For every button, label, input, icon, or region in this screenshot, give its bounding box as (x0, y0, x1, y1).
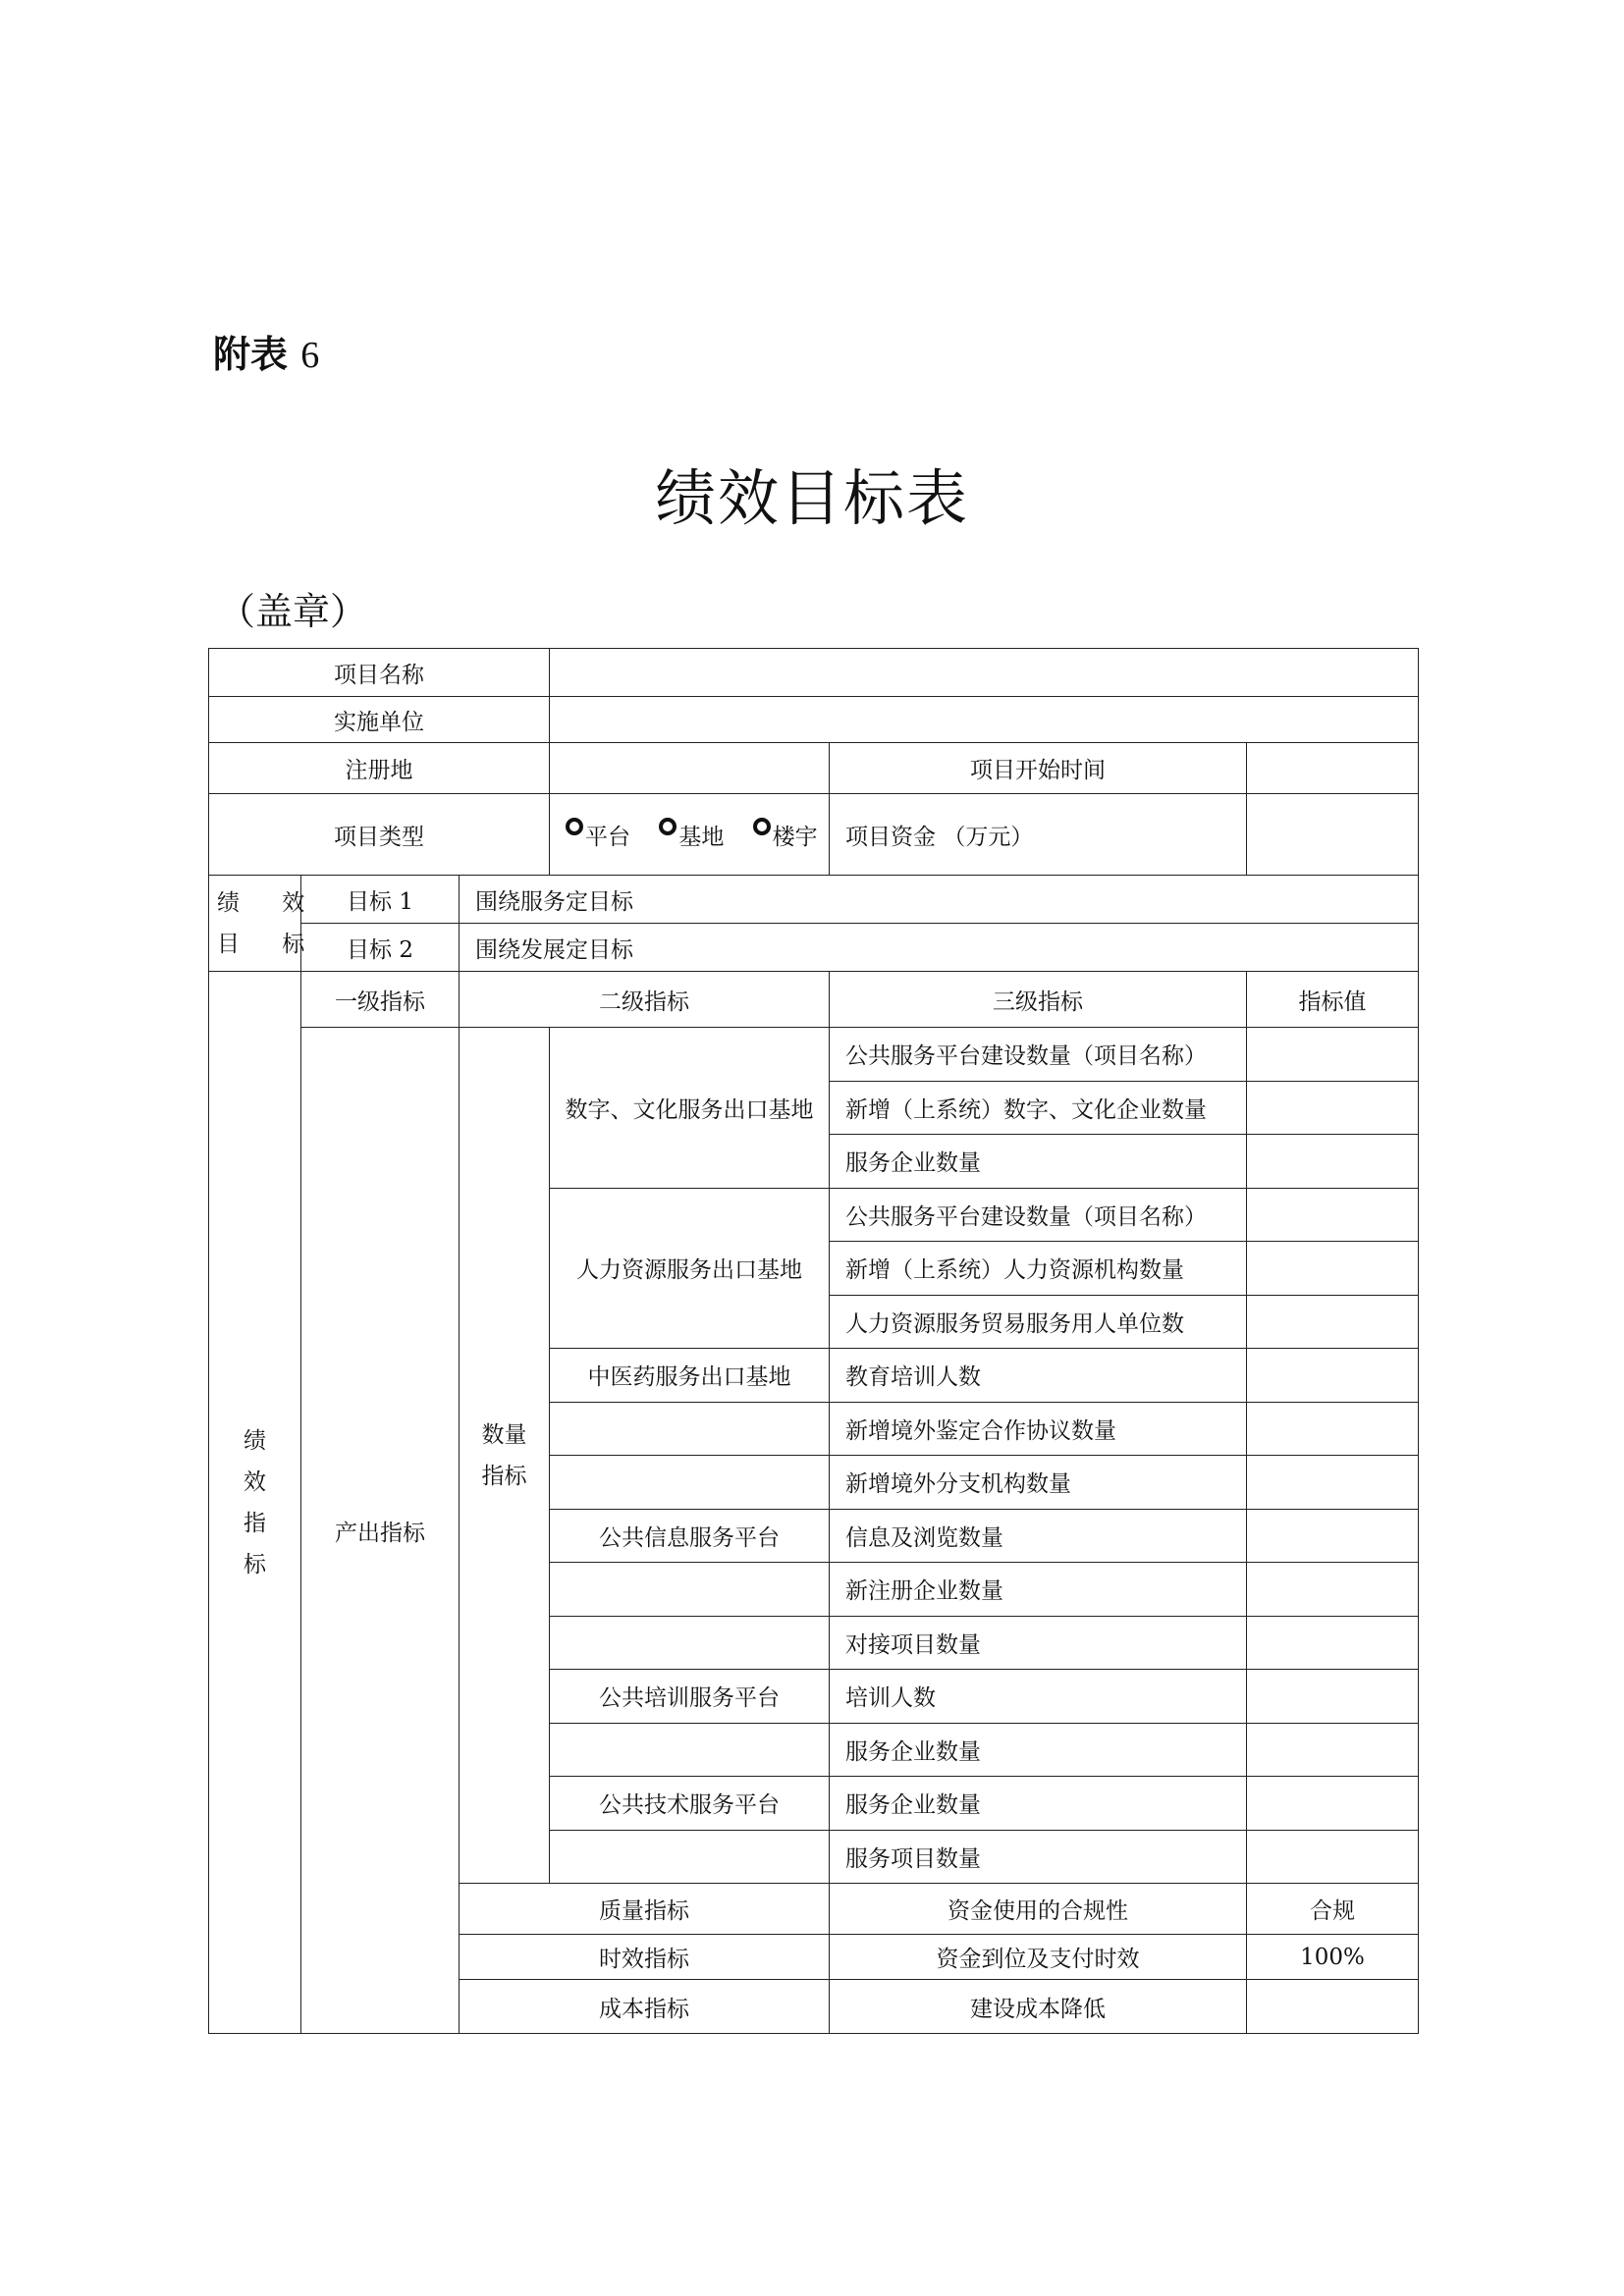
unit-row (209, 697, 1419, 743)
indicator-value-field[interactable] (1247, 1402, 1419, 1456)
indicator-value-field[interactable] (1247, 1830, 1419, 1884)
level3-item: 公共服务平台建设数量（项目名称） (830, 1188, 1247, 1242)
level3-item: 新增（上系统）数字、文化企业数量 (830, 1081, 1247, 1135)
level2-label: 时效指标 (460, 1935, 830, 1980)
header-level1: 一级指标 (301, 972, 460, 1028)
level2-group-name (550, 1830, 830, 1884)
project-type-label: 项目类型 (209, 794, 550, 876)
indicator-value-field[interactable] (1247, 1188, 1419, 1242)
level3-item: 服务企业数量 (830, 1723, 1247, 1777)
level3-item: 新增（上系统）人力资源机构数量 (830, 1242, 1247, 1296)
level2-group-name: 数字、文化服务出口基地 (550, 1028, 830, 1189)
type-option-base[interactable]: 基地 (659, 818, 724, 851)
indicator-value-field[interactable] (1247, 1723, 1419, 1777)
page-title: 绩效目标表 (654, 462, 969, 534)
level3-item: 新增境外分支机构数量 (830, 1456, 1247, 1510)
level3-item: 对接项目数量 (830, 1616, 1247, 1670)
level2-group-name (550, 1456, 830, 1510)
indicator-value-field[interactable] (1247, 1081, 1419, 1135)
indicator-value-field[interactable] (1247, 1242, 1419, 1296)
annex-label (213, 324, 319, 378)
goal-row (209, 876, 1419, 924)
level3-item: 教育培训人数 (830, 1349, 1247, 1403)
level2-group-name: 公共信息服务平台 (550, 1509, 830, 1563)
level2-label: 质量指标 (460, 1884, 830, 1935)
level3-item: 信息及浏览数量 (830, 1509, 1247, 1563)
radio-icon (753, 818, 771, 835)
type-option-building[interactable]: 楼宇 (753, 818, 818, 851)
goal-row (209, 924, 1419, 972)
project-type-options (550, 794, 830, 876)
type-option-platform[interactable]: 平台 (566, 818, 630, 851)
start-time-field[interactable] (1247, 743, 1419, 794)
header-level3: 三级指标 (830, 972, 1247, 1028)
seal-note: （盖章） (218, 590, 368, 633)
level3-item: 新增境外鉴定合作协议数量 (830, 1402, 1247, 1456)
level3-item: 服务企业数量 (830, 1135, 1247, 1189)
level1-label: 产出指标 (301, 1028, 460, 2034)
level2-group-name: 公共培训服务平台 (550, 1670, 830, 1724)
radio-icon (659, 818, 677, 835)
goal-label: 目标 2 (301, 924, 460, 972)
header-value: 指标值 (1247, 972, 1419, 1028)
indicator-value[interactable]: 合规 (1247, 1884, 1419, 1935)
registration-field[interactable] (550, 743, 830, 794)
indicator-value-field[interactable] (1247, 1456, 1419, 1510)
level3-item: 公共服务平台建设数量（项目名称） (830, 1028, 1247, 1082)
indicator-value-field[interactable] (1247, 1670, 1419, 1724)
level2-group-name: 中医药服务出口基地 (550, 1349, 830, 1403)
level3-label: 建设成本降低 (830, 1980, 1247, 2034)
goal-label: 目标 1 (301, 876, 460, 924)
indicator-value-field[interactable] (1247, 1028, 1419, 1082)
level2-group-name: 公共技术服务平台 (550, 1777, 830, 1831)
indicator-value[interactable]: 100% (1247, 1935, 1419, 1980)
start-time-label: 项目开始时间 (830, 743, 1247, 794)
project-name-field[interactable] (550, 649, 1419, 697)
indicator-header-row (209, 972, 1419, 1028)
level2-group-name (550, 1723, 830, 1777)
level2-group-name (550, 1563, 830, 1617)
goal-text: 围绕服务定目标 (460, 876, 1419, 924)
quantity-label: 数量 指标 (460, 1028, 550, 1884)
fund-label: 项目资金 （万元） (830, 794, 1247, 876)
indicator-value-field[interactable] (1247, 1295, 1419, 1349)
indicator-value-field[interactable] (1247, 1616, 1419, 1670)
annex-label-text: 附表 (213, 333, 289, 376)
annex-number: 6 (300, 335, 320, 376)
goal-text: 围绕发展定目标 (460, 924, 1419, 972)
indicator-value-field[interactable] (1247, 1509, 1419, 1563)
indicator-value-field[interactable] (1247, 1135, 1419, 1189)
indicator-value-field[interactable] (1247, 1563, 1419, 1617)
level2-group-name (550, 1402, 830, 1456)
unit-label: 实施单位 (209, 697, 550, 743)
level2-group-name (550, 1616, 830, 1670)
level3-item: 服务项目数量 (830, 1830, 1247, 1884)
goals-section-label: 绩 效 目 标 (209, 876, 301, 972)
indicator-value[interactable] (1247, 1980, 1419, 2034)
project-name-label: 项目名称 (209, 649, 550, 697)
indicator-value-field[interactable] (1247, 1777, 1419, 1831)
registration-row (209, 743, 1419, 794)
level2-group-name: 人力资源服务出口基地 (550, 1188, 830, 1349)
project-name-row (209, 649, 1419, 697)
indicator-row (209, 1028, 1419, 1082)
indicators-section-label: 绩 效 指 标 (209, 972, 301, 2034)
header-level2: 二级指标 (460, 972, 830, 1028)
level3-item: 人力资源服务贸易服务用人单位数 (830, 1295, 1247, 1349)
fund-field[interactable] (1247, 794, 1419, 876)
indicator-value-field[interactable] (1247, 1349, 1419, 1403)
radio-icon (566, 818, 583, 835)
performance-table (208, 648, 1419, 2034)
project-type-row (209, 794, 1419, 876)
level3-label: 资金使用的合规性 (830, 1884, 1247, 1935)
level3-item: 培训人数 (830, 1670, 1247, 1724)
level3-label: 资金到位及支付时效 (830, 1935, 1247, 1980)
level3-item: 服务企业数量 (830, 1777, 1247, 1831)
unit-field[interactable] (550, 697, 1419, 743)
level2-label: 成本指标 (460, 1980, 830, 2034)
registration-label: 注册地 (209, 743, 550, 794)
level3-item: 新注册企业数量 (830, 1563, 1247, 1617)
